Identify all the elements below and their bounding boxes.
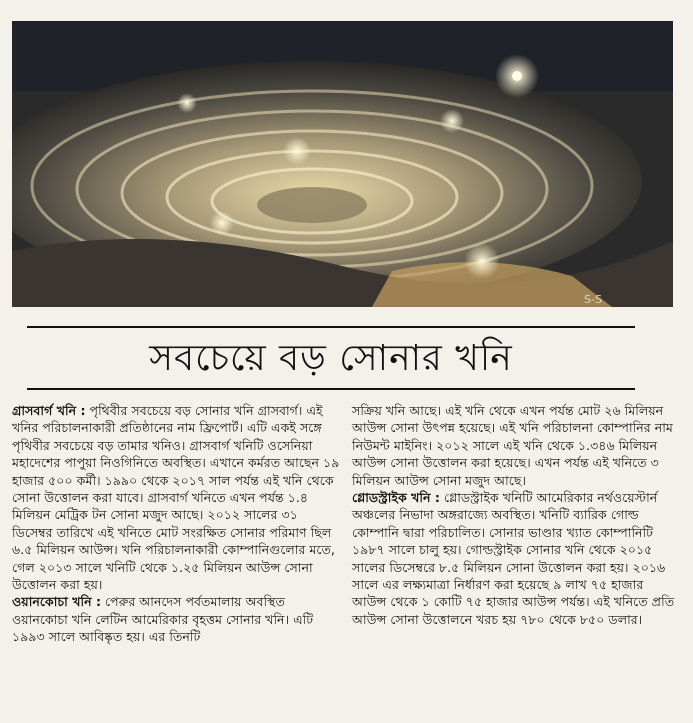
headline-rule-bottom (27, 388, 635, 390)
photo-watermark: S-S (584, 293, 602, 306)
paragraph-grasberg (12, 402, 342, 593)
paragraph-yanacocha-text: পেরুর আনদেস পর্বতমালায় অবস্থিত ওয়ানকোচা খনি লেটিন আমেরিকার বৃহত্তম সোনার খনি। এটি ১৯৯৩ সালে আবিষ্কৃত হয়। এর তিনটি (12, 594, 314, 645)
subheading-grasberg: গ্রাসবার্গ খনি : (12, 403, 86, 418)
subheading-goldstrike: গ্লোডস্ট্রাইক খনি : (352, 490, 440, 506)
paragraph-goldstrike (352, 489, 677, 628)
article-column-left (12, 402, 342, 646)
paragraph-yanacocha (12, 593, 342, 645)
open-pit-mine-photo (12, 21, 673, 307)
headline-rule-top (27, 326, 635, 328)
headline: সবচেয়ে বড় সোনার খনি (149, 338, 513, 379)
paragraph-grasberg-text: পৃথিবীর সবচেয়ে বড় সোনার খনি গ্রাসবার্গ। এই খনির পরিচালনাকারী প্রতিষ্ঠানের নাম ফ্রিপোর্ট। এটি একই সঙ্গে পৃথিবীর সবচেয়ে বড় তামার খনিও। গ্রাসবার্গ খনিটি ওসেনিয়া মহাদেশের পাপুয়া নিওগিনিতে অবস্থিত। এখানে কর্মরত আছেন ১৯ হাজার ৫০০ কর্মী। ১৯৯০ থেকে ২০১৭ সাল পর্যন্ত এই খনি থেকে সোনা উত্তোলন করা যাবে। গ্রাসবার্গ খনিতে এখন পর্যন্ত ১.৪ মিলিয়ন মেট্রিক টন সোনা মজুদ আছে। ২০১২ সালের ৩১ ডিসেম্বর তারিখে এই খনিতে মোট সংরক্ষিত সোনার পরিমাণ ছিল ৬.৫ মিলিয়ন আউন্স। খনি পরিচালনাকারী কোম্পানিগুলোর মতে, গেল ২০১৩ সালে খনিটি থেকে ১.২৫ মিলিয়ন আউন্স সোনা উত্তোলন করা হয়। (12, 403, 340, 593)
paragraph-yanacocha-continued-text: সক্রিয় খনি আছে। এই খনি থেকে এখন পর্যন্ত মোট ২৬ মিলিয়ন আউন্স সোনা উৎপন্ন হয়েছে। এই খনি পরিচালনা কোম্পানির নাম নিউমন্ট মাইনিং। ২০১২ সালে এই খনি থেকে ১.৩৪৬ মিলিয়ন আউন্স সোনা উত্তোলন করা হয়েছে। এখন পর্যন্ত এই খনিতে ৩ মিলিয়ন আউন্স সোনা মজুদ আছে। (352, 403, 673, 488)
paragraph-yanacocha-continued (352, 402, 677, 489)
paragraph-goldstrike-text: গ্লোডস্ট্রাইক খনিটি আমেরিকার নর্থওয়েস্টার্ন অঞ্চলের নিভাদা অঙ্গরাজ্যে অবস্থিত। খনিটি ব্যারিক গোল্ড কোম্পানি দ্বারা পরিচালিত। সোনার ভাণ্ডার খ্যাত কোম্পানিটি ১৯৮৭ সালে চালু হয়। গোল্ডস্ট্রাইক সোনার খনি থেকে ২০১৫ সালের ডিসেম্বরে ৮.৫ মিলিয়ন সোনা উত্তোলন করা হয়। ২০১৬ সালে এর লক্ষ্যমাত্রা নির্ধারণ করা হয়েছে ৯ লাখ ৭৫ হাজার আউন্স থেকে ১ কোটি ৭৫ হাজার আউন্স পর্যন্ত। এই খনিতে প্রতি আউন্স সোনা উত্তোলনে খরচ হয় ৭৮০ থেকে ৮৫০ ডলার। (352, 490, 675, 627)
article-column-right (352, 402, 677, 628)
subheading-yanacocha: ওয়ানকোচা খনি : (12, 594, 102, 610)
